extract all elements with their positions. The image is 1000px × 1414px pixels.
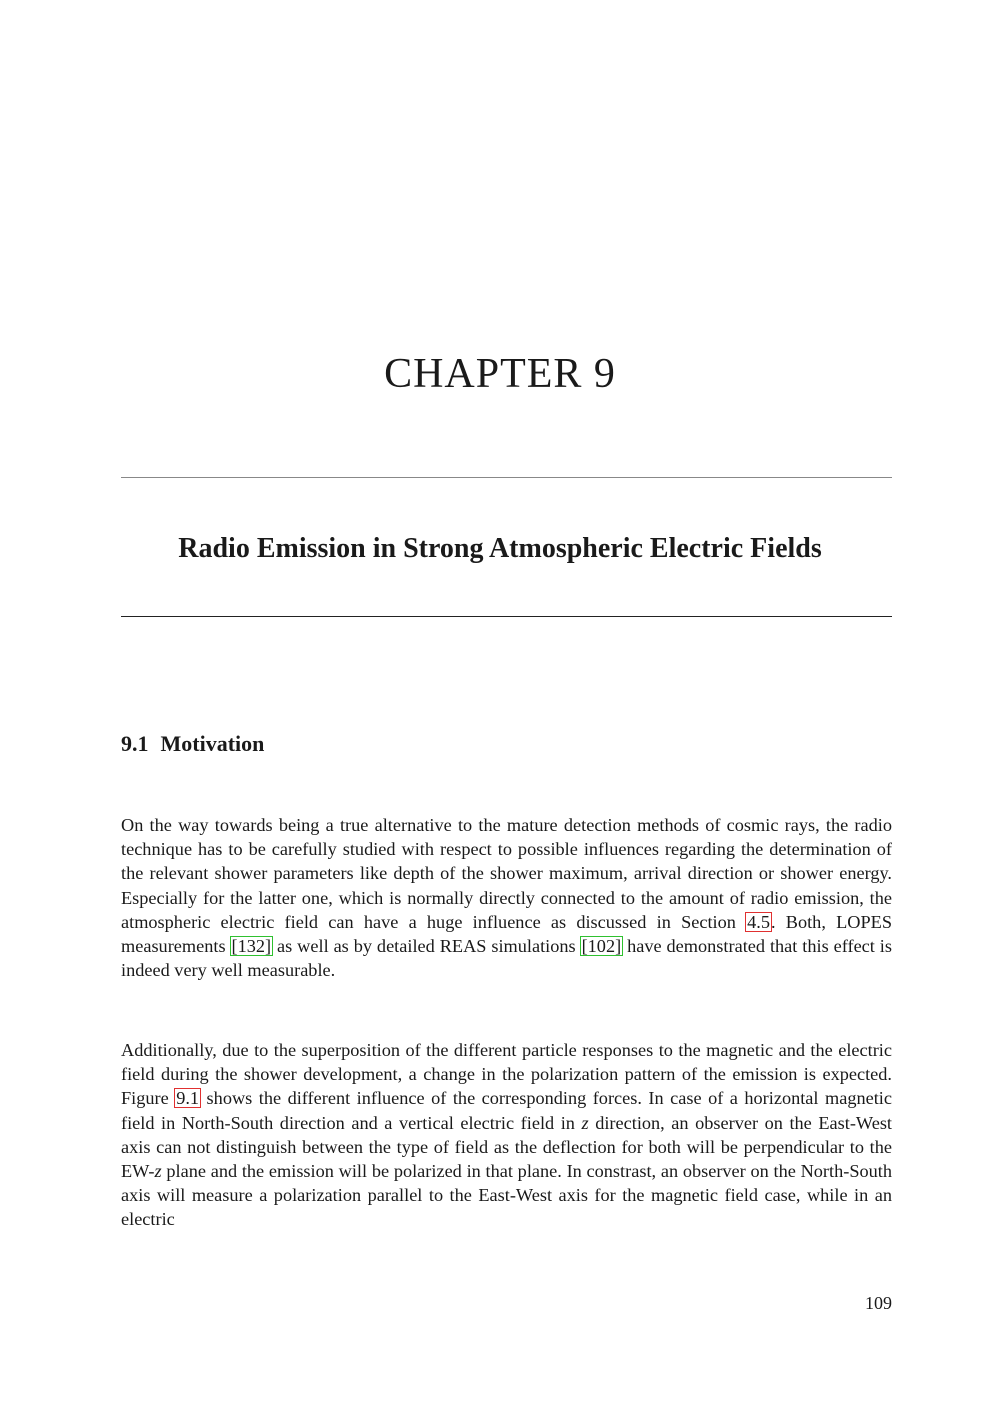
paragraph-text: as well as by detailed REAS simulations bbox=[272, 936, 581, 957]
paragraph-motivation-2 bbox=[121, 1038, 892, 1232]
math-variable-z: z bbox=[154, 1161, 162, 1182]
paragraph-text: have demonstrated that this effect is indeed very well measurable. bbox=[121, 936, 892, 981]
section-heading bbox=[121, 731, 264, 757]
math-variable-z: z bbox=[581, 1112, 589, 1133]
page-number: 109 bbox=[865, 1293, 892, 1313]
section-reference-link[interactable]: 4.5 bbox=[747, 911, 770, 932]
chapter-rule-bottom bbox=[121, 616, 892, 617]
chapter-label: CHAPTER 9 bbox=[384, 351, 616, 397]
paragraph-motivation-1 bbox=[121, 813, 892, 982]
chapter-title: Radio Emission in Strong Atmospheric Electric Fields bbox=[178, 533, 822, 564]
paragraph-text: shows the different influence of the corresponding forces. In case of a horizontal magnetic field in North-South direction and a vertical electric field in bbox=[121, 1088, 892, 1133]
citation-link-102[interactable]: [102] bbox=[581, 936, 622, 957]
chapter-rule-top bbox=[121, 477, 892, 478]
paragraph-text: . Both, LOPES measurements bbox=[121, 911, 892, 957]
paragraph-text: Additionally, due to the superposition of the different particle responses to the magnetic and the electric field during the shower development, a change in the polarization pattern of the emission is expected. Figure bbox=[121, 1040, 892, 1109]
section-number: 9.1 bbox=[121, 731, 149, 756]
figure-reference-link[interactable]: 9.1 bbox=[176, 1088, 200, 1109]
paragraph-text: plane and the emission will be polarized in that plane. In constrast, an observer on the North-South axis will measure a polarization parallel to the East-West axis for the magnetic field case, while in an electric bbox=[121, 1161, 892, 1230]
paragraph-text: On the way towards being a true alternative to the mature detection methods of cosmic rays, the radio technique has to be carefully studied with respect to possible influences regarding the determination of the relevant shower parameters like depth of the shower maximum, arrival direction or shower energy. Especially for the latter one, which is normally directly connected to the amount of radio emission, the atmospheric electric field can have a huge influence as discussed in Section bbox=[121, 815, 892, 932]
section-title: Motivation bbox=[160, 731, 265, 756]
paragraph-text: direction, an observer on the East-West axis can not distinguish between the type of field as the deflection for both will be perpendicular to the EW- bbox=[121, 1112, 893, 1182]
citation-link-132[interactable]: [132] bbox=[231, 936, 272, 957]
